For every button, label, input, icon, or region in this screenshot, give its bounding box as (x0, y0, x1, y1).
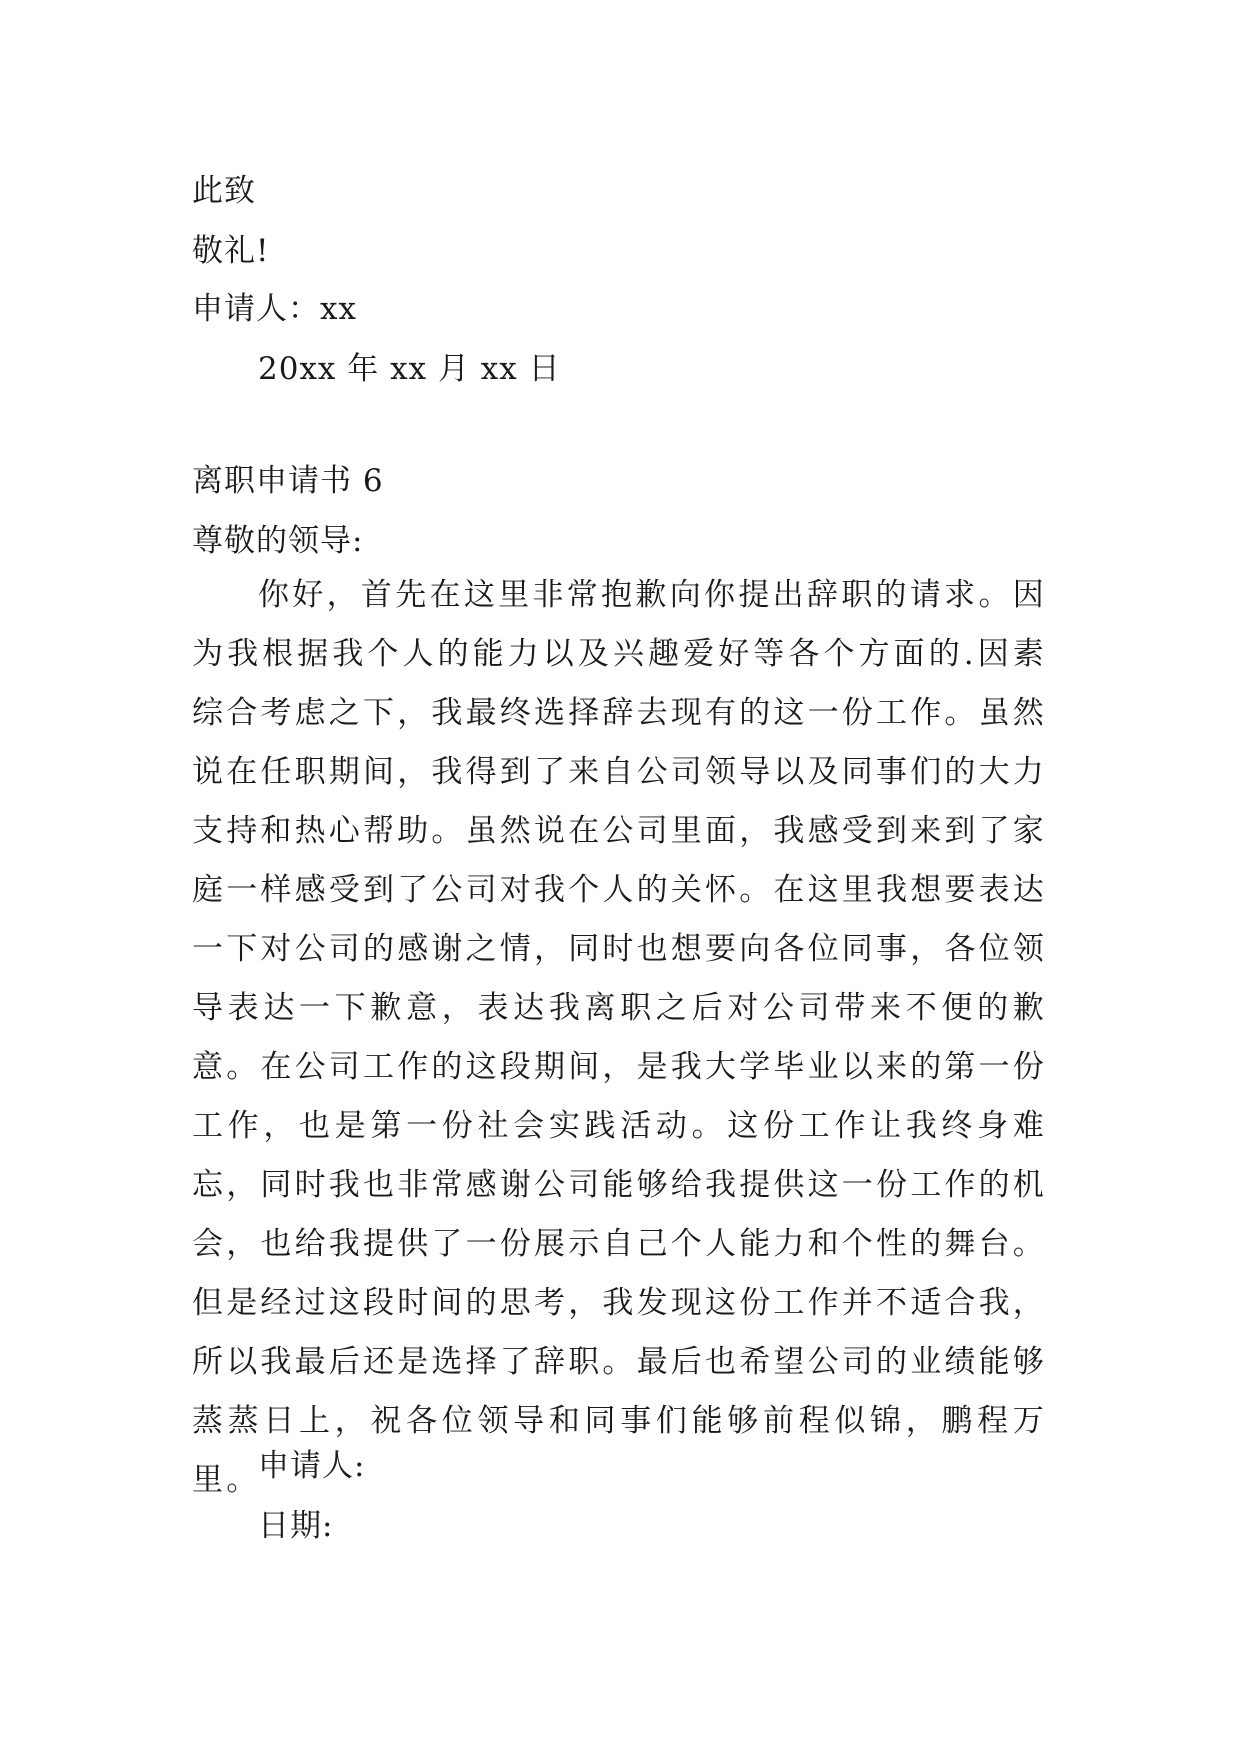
closing-regards: 敬礼! (192, 233, 270, 269)
signature-applicant-label: 申请人: (258, 1448, 366, 1484)
closing-salutation: 此致 (192, 173, 256, 209)
signature-date-label: 日期: (258, 1508, 334, 1544)
letter-title: 离职申请书 6 (192, 463, 384, 499)
letter-greeting: 尊敬的领导: (192, 523, 364, 559)
letter-body: 你好，首先在这里非常抱歉向你提出辞职的请求。因为我根据我个人的能力以及兴趣爱好等各个方面的.因素综合考虑之下，我最终选择辞去现有的这一份工作。虽然说在任职期间，我得到了来自公司领导以及同事们的大力支持和热心帮助。虽然说在公司里面，我感受到来到了家庭一样感受到了公司对我个人的关怀。在这里我想要表达一下对公司的感谢之情，同时也想要向各位同事，各位领导表达一下歉意，表达我离职之后对公司带来不便的歉意。在公司工作的这段期间，是我大学毕业以来的第一份工作，也是第一份社会实践活动。这份工作让我终身难忘，同时我也非常感谢公司能够给我提供这一份工作的机会，也给我提供了一份展示自己个人能力和个性的舞台。但是经过这段时间的思考，我发现这份工作并不适合我，所以我最后还是选择了辞职。最后也希望公司的业绩能够蒸蒸日上，祝各位领导和同事们能够前程似锦，鹏程万里。 (192, 577, 1047, 1498)
closing-date: 20xx 年 xx 月 xx 日 (258, 351, 561, 387)
closing-applicant: 申请人：xx (192, 291, 357, 327)
